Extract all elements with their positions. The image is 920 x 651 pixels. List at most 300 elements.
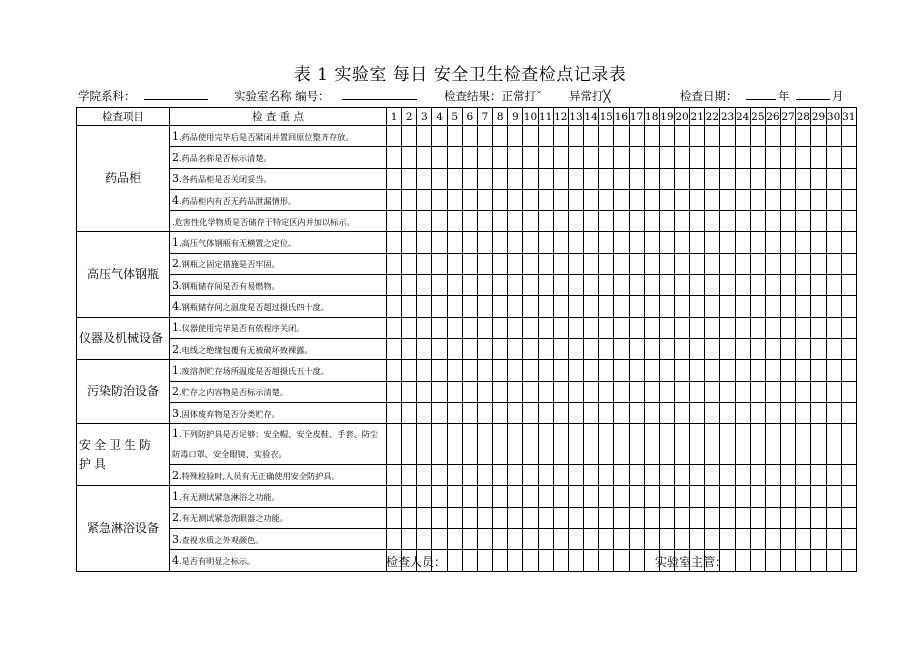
- check-cell[interactable]: [690, 147, 705, 168]
- check-cell[interactable]: [387, 402, 402, 423]
- check-cell[interactable]: [720, 232, 735, 253]
- check-cell[interactable]: [674, 147, 689, 168]
- check-cell[interactable]: [750, 211, 765, 232]
- check-cell[interactable]: [796, 507, 811, 528]
- check-cell[interactable]: [705, 381, 720, 402]
- check-cell[interactable]: [417, 338, 432, 359]
- check-cell[interactable]: [781, 189, 796, 210]
- check-cell[interactable]: [599, 275, 614, 296]
- check-cell[interactable]: [644, 360, 659, 381]
- check-cell[interactable]: [553, 211, 568, 232]
- check-cell[interactable]: [750, 360, 765, 381]
- check-cell[interactable]: [841, 168, 856, 189]
- check-cell[interactable]: [447, 253, 462, 274]
- check-cell[interactable]: [402, 529, 417, 550]
- check-cell[interactable]: [553, 232, 568, 253]
- check-cell[interactable]: [523, 486, 538, 507]
- check-cell[interactable]: [750, 126, 765, 147]
- check-cell[interactable]: [553, 529, 568, 550]
- check-cell[interactable]: [811, 360, 826, 381]
- check-cell[interactable]: [523, 189, 538, 210]
- check-cell[interactable]: [735, 147, 750, 168]
- check-cell[interactable]: [417, 465, 432, 486]
- check-cell[interactable]: [493, 381, 508, 402]
- check-cell[interactable]: [432, 126, 447, 147]
- check-cell[interactable]: [523, 424, 538, 465]
- check-cell[interactable]: [538, 486, 553, 507]
- check-cell[interactable]: [553, 275, 568, 296]
- check-cell[interactable]: [690, 424, 705, 465]
- check-cell[interactable]: [432, 189, 447, 210]
- check-cell[interactable]: [750, 424, 765, 465]
- check-cell[interactable]: [629, 465, 644, 486]
- check-cell[interactable]: [447, 189, 462, 210]
- check-cell[interactable]: [750, 168, 765, 189]
- check-cell[interactable]: [796, 211, 811, 232]
- check-cell[interactable]: [826, 317, 841, 338]
- check-cell[interactable]: [629, 486, 644, 507]
- check-cell[interactable]: [629, 275, 644, 296]
- check-cell[interactable]: [508, 529, 523, 550]
- check-cell[interactable]: [584, 296, 599, 317]
- check-cell[interactable]: [690, 211, 705, 232]
- check-cell[interactable]: [690, 402, 705, 423]
- check-cell[interactable]: [538, 275, 553, 296]
- check-cell[interactable]: [462, 381, 477, 402]
- check-cell[interactable]: [523, 253, 538, 274]
- check-cell[interactable]: [568, 529, 583, 550]
- check-cell[interactable]: [387, 486, 402, 507]
- check-cell[interactable]: [735, 381, 750, 402]
- check-cell[interactable]: [629, 507, 644, 528]
- check-cell[interactable]: [781, 507, 796, 528]
- check-cell[interactable]: [750, 253, 765, 274]
- check-cell[interactable]: [690, 126, 705, 147]
- check-cell[interactable]: [629, 211, 644, 232]
- check-cell[interactable]: [644, 507, 659, 528]
- check-cell[interactable]: [493, 147, 508, 168]
- check-cell[interactable]: [447, 296, 462, 317]
- check-cell[interactable]: [629, 126, 644, 147]
- check-cell[interactable]: [523, 360, 538, 381]
- check-cell[interactable]: [674, 189, 689, 210]
- check-cell[interactable]: [568, 317, 583, 338]
- check-cell[interactable]: [705, 402, 720, 423]
- check-cell[interactable]: [765, 189, 780, 210]
- check-cell[interactable]: [826, 232, 841, 253]
- check-cell[interactable]: [735, 529, 750, 550]
- college-blank[interactable]: [144, 88, 208, 100]
- check-cell[interactable]: [705, 189, 720, 210]
- check-cell[interactable]: [508, 402, 523, 423]
- check-cell[interactable]: [796, 275, 811, 296]
- check-cell[interactable]: [402, 338, 417, 359]
- check-cell[interactable]: [599, 424, 614, 465]
- check-cell[interactable]: [796, 253, 811, 274]
- check-cell[interactable]: [447, 147, 462, 168]
- check-cell[interactable]: [553, 486, 568, 507]
- check-cell[interactable]: [447, 424, 462, 465]
- check-cell[interactable]: [659, 317, 674, 338]
- check-cell[interactable]: [796, 232, 811, 253]
- check-cell[interactable]: [447, 338, 462, 359]
- check-cell[interactable]: [417, 507, 432, 528]
- check-cell[interactable]: [417, 381, 432, 402]
- check-cell[interactable]: [462, 211, 477, 232]
- check-cell[interactable]: [644, 126, 659, 147]
- check-cell[interactable]: [447, 317, 462, 338]
- check-cell[interactable]: [659, 402, 674, 423]
- check-cell[interactable]: [629, 189, 644, 210]
- check-cell[interactable]: [447, 232, 462, 253]
- check-cell[interactable]: [553, 424, 568, 465]
- check-cell[interactable]: [674, 360, 689, 381]
- check-cell[interactable]: [387, 253, 402, 274]
- check-cell[interactable]: [811, 402, 826, 423]
- check-cell[interactable]: [765, 381, 780, 402]
- check-cell[interactable]: [765, 507, 780, 528]
- check-cell[interactable]: [493, 317, 508, 338]
- check-cell[interactable]: [584, 486, 599, 507]
- check-cell[interactable]: [614, 507, 629, 528]
- check-cell[interactable]: [720, 253, 735, 274]
- check-cell[interactable]: [659, 275, 674, 296]
- check-cell[interactable]: [629, 232, 644, 253]
- check-cell[interactable]: [402, 275, 417, 296]
- check-cell[interactable]: [402, 507, 417, 528]
- check-cell[interactable]: [462, 296, 477, 317]
- check-cell[interactable]: [599, 402, 614, 423]
- check-cell[interactable]: [523, 232, 538, 253]
- check-cell[interactable]: [644, 189, 659, 210]
- check-cell[interactable]: [796, 147, 811, 168]
- check-cell[interactable]: [781, 147, 796, 168]
- check-cell[interactable]: [811, 486, 826, 507]
- check-cell[interactable]: [508, 296, 523, 317]
- check-cell[interactable]: [432, 338, 447, 359]
- check-cell[interactable]: [720, 317, 735, 338]
- check-cell[interactable]: [584, 168, 599, 189]
- check-cell[interactable]: [553, 317, 568, 338]
- check-cell[interactable]: [493, 360, 508, 381]
- check-cell[interactable]: [523, 168, 538, 189]
- check-cell[interactable]: [629, 381, 644, 402]
- check-cell[interactable]: [765, 402, 780, 423]
- check-cell[interactable]: [750, 147, 765, 168]
- check-cell[interactable]: [690, 232, 705, 253]
- check-cell[interactable]: [750, 338, 765, 359]
- check-cell[interactable]: [811, 317, 826, 338]
- check-cell[interactable]: [629, 529, 644, 550]
- check-cell[interactable]: [432, 486, 447, 507]
- check-cell[interactable]: [614, 381, 629, 402]
- check-cell[interactable]: [796, 529, 811, 550]
- check-cell[interactable]: [417, 211, 432, 232]
- check-cell[interactable]: [614, 317, 629, 338]
- check-cell[interactable]: [644, 211, 659, 232]
- check-cell[interactable]: [841, 465, 856, 486]
- check-cell[interactable]: [690, 360, 705, 381]
- check-cell[interactable]: [705, 296, 720, 317]
- check-cell[interactable]: [841, 424, 856, 465]
- check-cell[interactable]: [462, 338, 477, 359]
- check-cell[interactable]: [568, 147, 583, 168]
- check-cell[interactable]: [584, 529, 599, 550]
- check-cell[interactable]: [523, 317, 538, 338]
- check-cell[interactable]: [523, 465, 538, 486]
- check-cell[interactable]: [705, 486, 720, 507]
- check-cell[interactable]: [387, 507, 402, 528]
- check-cell[interactable]: [796, 168, 811, 189]
- check-cell[interactable]: [705, 168, 720, 189]
- check-cell[interactable]: [493, 486, 508, 507]
- check-cell[interactable]: [644, 253, 659, 274]
- check-cell[interactable]: [387, 168, 402, 189]
- check-cell[interactable]: [402, 465, 417, 486]
- check-cell[interactable]: [720, 486, 735, 507]
- check-cell[interactable]: [614, 465, 629, 486]
- check-cell[interactable]: [462, 529, 477, 550]
- check-cell[interactable]: [402, 211, 417, 232]
- check-cell[interactable]: [826, 275, 841, 296]
- check-cell[interactable]: [462, 507, 477, 528]
- check-cell[interactable]: [432, 232, 447, 253]
- check-cell[interactable]: [705, 211, 720, 232]
- check-cell[interactable]: [584, 317, 599, 338]
- check-cell[interactable]: [841, 338, 856, 359]
- check-cell[interactable]: [402, 402, 417, 423]
- check-cell[interactable]: [644, 486, 659, 507]
- check-cell[interactable]: [705, 360, 720, 381]
- check-cell[interactable]: [841, 360, 856, 381]
- check-cell[interactable]: [765, 211, 780, 232]
- check-cell[interactable]: [568, 402, 583, 423]
- check-cell[interactable]: [462, 147, 477, 168]
- check-cell[interactable]: [614, 253, 629, 274]
- check-cell[interactable]: [508, 211, 523, 232]
- check-cell[interactable]: [538, 232, 553, 253]
- check-cell[interactable]: [477, 465, 492, 486]
- check-cell[interactable]: [553, 253, 568, 274]
- check-cell[interactable]: [659, 296, 674, 317]
- check-cell[interactable]: [432, 507, 447, 528]
- check-cell[interactable]: [523, 296, 538, 317]
- check-cell[interactable]: [417, 253, 432, 274]
- check-cell[interactable]: [735, 211, 750, 232]
- check-cell[interactable]: [599, 529, 614, 550]
- check-cell[interactable]: [584, 147, 599, 168]
- check-cell[interactable]: [750, 486, 765, 507]
- check-cell[interactable]: [781, 529, 796, 550]
- check-cell[interactable]: [584, 253, 599, 274]
- check-cell[interactable]: [826, 147, 841, 168]
- check-cell[interactable]: [493, 275, 508, 296]
- check-cell[interactable]: [447, 486, 462, 507]
- check-cell[interactable]: [765, 338, 780, 359]
- check-cell[interactable]: [387, 189, 402, 210]
- check-cell[interactable]: [690, 189, 705, 210]
- check-cell[interactable]: [568, 232, 583, 253]
- check-cell[interactable]: [750, 507, 765, 528]
- check-cell[interactable]: [750, 296, 765, 317]
- check-cell[interactable]: [417, 424, 432, 465]
- check-cell[interactable]: [705, 529, 720, 550]
- check-cell[interactable]: [493, 189, 508, 210]
- check-cell[interactable]: [796, 296, 811, 317]
- check-cell[interactable]: [538, 402, 553, 423]
- check-cell[interactable]: [629, 168, 644, 189]
- check-cell[interactable]: [659, 360, 674, 381]
- check-cell[interactable]: [659, 168, 674, 189]
- year-blank[interactable]: [746, 88, 776, 100]
- check-cell[interactable]: [690, 338, 705, 359]
- check-cell[interactable]: [493, 465, 508, 486]
- check-cell[interactable]: [599, 253, 614, 274]
- check-cell[interactable]: [659, 147, 674, 168]
- check-cell[interactable]: [750, 529, 765, 550]
- check-cell[interactable]: [447, 168, 462, 189]
- check-cell[interactable]: [796, 360, 811, 381]
- check-cell[interactable]: [811, 529, 826, 550]
- check-cell[interactable]: [432, 402, 447, 423]
- check-cell[interactable]: [432, 529, 447, 550]
- check-cell[interactable]: [387, 338, 402, 359]
- check-cell[interactable]: [493, 296, 508, 317]
- check-cell[interactable]: [538, 168, 553, 189]
- check-cell[interactable]: [705, 317, 720, 338]
- check-cell[interactable]: [493, 402, 508, 423]
- check-cell[interactable]: [477, 126, 492, 147]
- check-cell[interactable]: [402, 381, 417, 402]
- check-cell[interactable]: [568, 211, 583, 232]
- check-cell[interactable]: [462, 486, 477, 507]
- check-cell[interactable]: [781, 465, 796, 486]
- check-cell[interactable]: [720, 424, 735, 465]
- check-cell[interactable]: [690, 253, 705, 274]
- check-cell[interactable]: [599, 189, 614, 210]
- check-cell[interactable]: [493, 529, 508, 550]
- check-cell[interactable]: [402, 424, 417, 465]
- check-cell[interactable]: [523, 211, 538, 232]
- check-cell[interactable]: [705, 147, 720, 168]
- check-cell[interactable]: [796, 338, 811, 359]
- check-cell[interactable]: [477, 168, 492, 189]
- check-cell[interactable]: [508, 486, 523, 507]
- check-cell[interactable]: [765, 529, 780, 550]
- check-cell[interactable]: [568, 296, 583, 317]
- check-cell[interactable]: [568, 486, 583, 507]
- check-cell[interactable]: [508, 424, 523, 465]
- check-cell[interactable]: [690, 507, 705, 528]
- check-cell[interactable]: [674, 168, 689, 189]
- check-cell[interactable]: [462, 402, 477, 423]
- check-cell[interactable]: [599, 296, 614, 317]
- check-cell[interactable]: [811, 168, 826, 189]
- check-cell[interactable]: [826, 402, 841, 423]
- check-cell[interactable]: [811, 465, 826, 486]
- check-cell[interactable]: [841, 317, 856, 338]
- check-cell[interactable]: [387, 211, 402, 232]
- check-cell[interactable]: [387, 275, 402, 296]
- check-cell[interactable]: [477, 296, 492, 317]
- check-cell[interactable]: [720, 211, 735, 232]
- check-cell[interactable]: [568, 189, 583, 210]
- check-cell[interactable]: [826, 360, 841, 381]
- check-cell[interactable]: [553, 465, 568, 486]
- check-cell[interactable]: [765, 147, 780, 168]
- check-cell[interactable]: [811, 211, 826, 232]
- check-cell[interactable]: [432, 317, 447, 338]
- check-cell[interactable]: [553, 360, 568, 381]
- check-cell[interactable]: [659, 189, 674, 210]
- check-cell[interactable]: [584, 465, 599, 486]
- check-cell[interactable]: [432, 381, 447, 402]
- check-cell[interactable]: [402, 126, 417, 147]
- check-cell[interactable]: [493, 253, 508, 274]
- check-cell[interactable]: [417, 486, 432, 507]
- check-cell[interactable]: [811, 507, 826, 528]
- check-cell[interactable]: [523, 275, 538, 296]
- check-cell[interactable]: [417, 189, 432, 210]
- check-cell[interactable]: [735, 338, 750, 359]
- check-cell[interactable]: [568, 253, 583, 274]
- check-cell[interactable]: [796, 402, 811, 423]
- check-cell[interactable]: [447, 507, 462, 528]
- check-cell[interactable]: [765, 317, 780, 338]
- check-cell[interactable]: [644, 424, 659, 465]
- check-cell[interactable]: [553, 126, 568, 147]
- check-cell[interactable]: [720, 147, 735, 168]
- check-cell[interactable]: [826, 486, 841, 507]
- check-cell[interactable]: [781, 232, 796, 253]
- check-cell[interactable]: [508, 126, 523, 147]
- check-cell[interactable]: [644, 338, 659, 359]
- check-cell[interactable]: [674, 126, 689, 147]
- check-cell[interactable]: [690, 168, 705, 189]
- check-cell[interactable]: [750, 381, 765, 402]
- check-cell[interactable]: [690, 381, 705, 402]
- check-cell[interactable]: [765, 275, 780, 296]
- check-cell[interactable]: [568, 465, 583, 486]
- check-cell[interactable]: [735, 465, 750, 486]
- check-cell[interactable]: [568, 381, 583, 402]
- check-cell[interactable]: [811, 424, 826, 465]
- check-cell[interactable]: [720, 296, 735, 317]
- check-cell[interactable]: [508, 275, 523, 296]
- check-cell[interactable]: [826, 126, 841, 147]
- check-cell[interactable]: [690, 275, 705, 296]
- check-cell[interactable]: [674, 317, 689, 338]
- check-cell[interactable]: [417, 126, 432, 147]
- check-cell[interactable]: [493, 211, 508, 232]
- check-cell[interactable]: [735, 253, 750, 274]
- check-cell[interactable]: [629, 338, 644, 359]
- check-cell[interactable]: [402, 189, 417, 210]
- check-cell[interactable]: [402, 147, 417, 168]
- check-cell[interactable]: [750, 189, 765, 210]
- check-cell[interactable]: [523, 381, 538, 402]
- check-cell[interactable]: [402, 168, 417, 189]
- check-cell[interactable]: [584, 189, 599, 210]
- check-cell[interactable]: [735, 486, 750, 507]
- check-cell[interactable]: [750, 232, 765, 253]
- check-cell[interactable]: [387, 360, 402, 381]
- check-cell[interactable]: [674, 275, 689, 296]
- check-cell[interactable]: [387, 381, 402, 402]
- check-cell[interactable]: [447, 402, 462, 423]
- check-cell[interactable]: [402, 486, 417, 507]
- check-cell[interactable]: [508, 465, 523, 486]
